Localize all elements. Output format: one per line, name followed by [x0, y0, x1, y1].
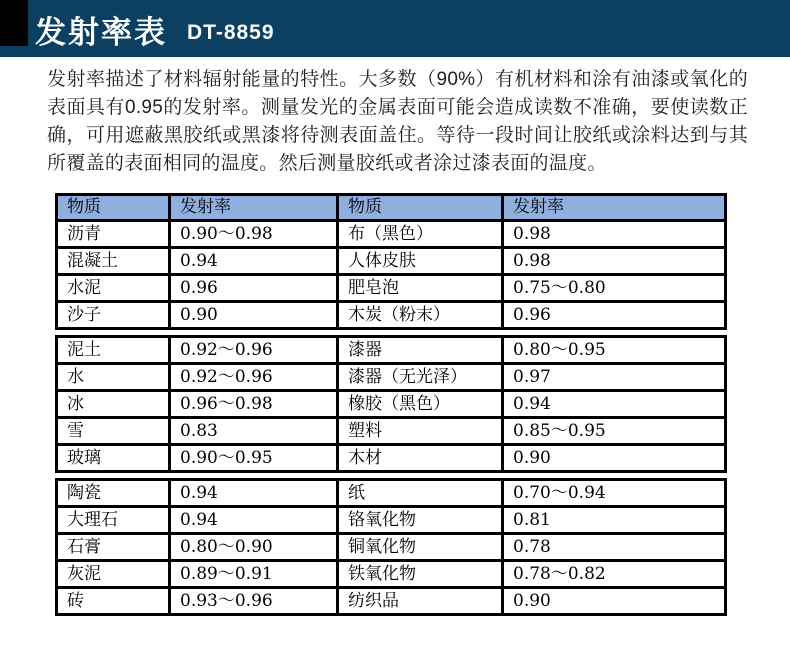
table-section-3 [55, 478, 727, 616]
table-row [58, 392, 724, 419]
emissivity-cell: 0.94 [171, 481, 339, 505]
material-cell: 漆器 [339, 338, 504, 362]
emissivity-cell: 0.93～0.96 [171, 589, 339, 613]
emissivity-cell: 0.70～0.94 [513, 483, 606, 503]
emissivity-cell: 0.85～0.95 [513, 421, 606, 441]
emissivity-cell: 0.94 [171, 508, 339, 532]
section-2-rows [58, 338, 724, 470]
emissivity-cell: 0.90～0.95 [171, 446, 339, 470]
material-cell: 雪 [58, 419, 171, 443]
emissivity-cell: 0.90～0.98 [171, 222, 339, 246]
material-cell: 木材 [339, 446, 504, 470]
material-cell: 木炭（粉末） [339, 303, 504, 327]
material-cell: 石膏 [58, 535, 171, 559]
material-cell: 漆器（无光泽） [339, 365, 504, 389]
section-1-rows [58, 222, 724, 327]
material-cell: 玻璃 [58, 446, 171, 470]
table-row [58, 276, 724, 303]
material-cell: 水泥 [58, 276, 171, 300]
material-cell: 肥皂泡 [339, 276, 504, 300]
intro-paragraph: 发射率描述了材料辐射能量的特性。大多数（90%）有机材料和涂有油漆或氧化的表面具有0.95的发射率。测量发光的金属表面可能会造成读数不准确，要使读数正确，可用遮蔽黑胶纸或黑漆将待测表面盖住。等待一段时间让胶纸或涂料达到与其所覆盖的表面相同的温度。然后测量胶纸或者涂过漆表面的温度。 [47, 69, 748, 174]
table-row [58, 303, 724, 327]
material-cell: 沥青 [58, 222, 171, 246]
emissivity-cell: 0.78～0.82 [513, 564, 606, 584]
emissivity-cell: 0.97 [513, 367, 551, 387]
material-cell: 纺织品 [339, 589, 504, 613]
material-cell: 混凝土 [58, 249, 171, 273]
section-3-rows [58, 481, 724, 613]
emissivity-cell: 0.94 [171, 249, 339, 273]
model-number: DT-8859 [187, 20, 275, 44]
emissivity-cell: 0.90 [513, 591, 551, 611]
emissivity-cell: 0.92～0.96 [171, 338, 339, 362]
table-row [58, 446, 724, 470]
page-header [0, 0, 790, 57]
material-cell: 橡胶（黑色） [339, 392, 504, 416]
emissivity-cell: 0.90 [171, 303, 339, 327]
material-cell: 铬氧化物 [339, 508, 504, 532]
table-row [58, 589, 724, 613]
material-cell: 铜氧化物 [339, 535, 504, 559]
table-row [58, 481, 724, 508]
emissivity-cell: 0.89～0.91 [171, 562, 339, 586]
material-cell: 水 [58, 365, 171, 389]
emissivity-cell: 0.96 [513, 305, 551, 325]
emissivity-cell: 0.81 [513, 510, 551, 530]
page-title: 发射率表 [35, 15, 167, 50]
table-row [58, 365, 724, 392]
emissivity-cell: 0.96 [171, 276, 339, 300]
table-row [58, 222, 724, 249]
emissivity-cell: 0.78 [513, 537, 551, 557]
table-row [58, 535, 724, 562]
emissivity-table [55, 193, 727, 616]
emissivity-cell: 0.83 [171, 419, 339, 443]
table-section-2 [55, 335, 727, 473]
table-row [58, 562, 724, 589]
table-row [58, 508, 724, 535]
material-cell: 陶瓷 [58, 481, 171, 505]
emissivity-cell: 0.80～0.95 [513, 340, 606, 360]
material-cell: 灰泥 [58, 562, 171, 586]
emissivity-cell: 0.98 [513, 224, 551, 244]
header-cell-emissivity-right: 发射率 [513, 197, 564, 217]
table-row [58, 419, 724, 446]
material-cell: 冰 [58, 392, 171, 416]
emissivity-cell: 0.94 [513, 394, 551, 414]
emissivity-cell: 0.96～0.98 [171, 392, 339, 416]
emissivity-cell: 0.92～0.96 [171, 365, 339, 389]
material-cell: 纸 [339, 481, 504, 505]
material-cell: 人体皮肤 [339, 249, 504, 273]
material-cell: 砖 [58, 589, 171, 613]
emissivity-cell: 0.75～0.80 [513, 278, 606, 298]
material-cell: 沙子 [58, 303, 171, 327]
table-section-1 [55, 193, 727, 330]
table-row [58, 338, 724, 365]
material-cell: 塑料 [339, 419, 504, 443]
header-cell-material-right: 物质 [339, 196, 504, 219]
material-cell: 大理石 [58, 508, 171, 532]
emissivity-cell: 0.90 [513, 448, 551, 468]
material-cell: 布（黑色） [339, 222, 504, 246]
material-cell: 泥土 [58, 338, 171, 362]
corner-decoration [0, 0, 28, 46]
header-cell-emissivity-left: 发射率 [171, 196, 339, 219]
material-cell: 铁氧化物 [339, 562, 504, 586]
emissivity-cell: 0.80～0.90 [171, 535, 339, 559]
table-row [58, 249, 724, 276]
table-header-row [58, 196, 724, 222]
emissivity-cell: 0.98 [513, 251, 551, 271]
header-cell-material-left: 物质 [58, 196, 171, 219]
